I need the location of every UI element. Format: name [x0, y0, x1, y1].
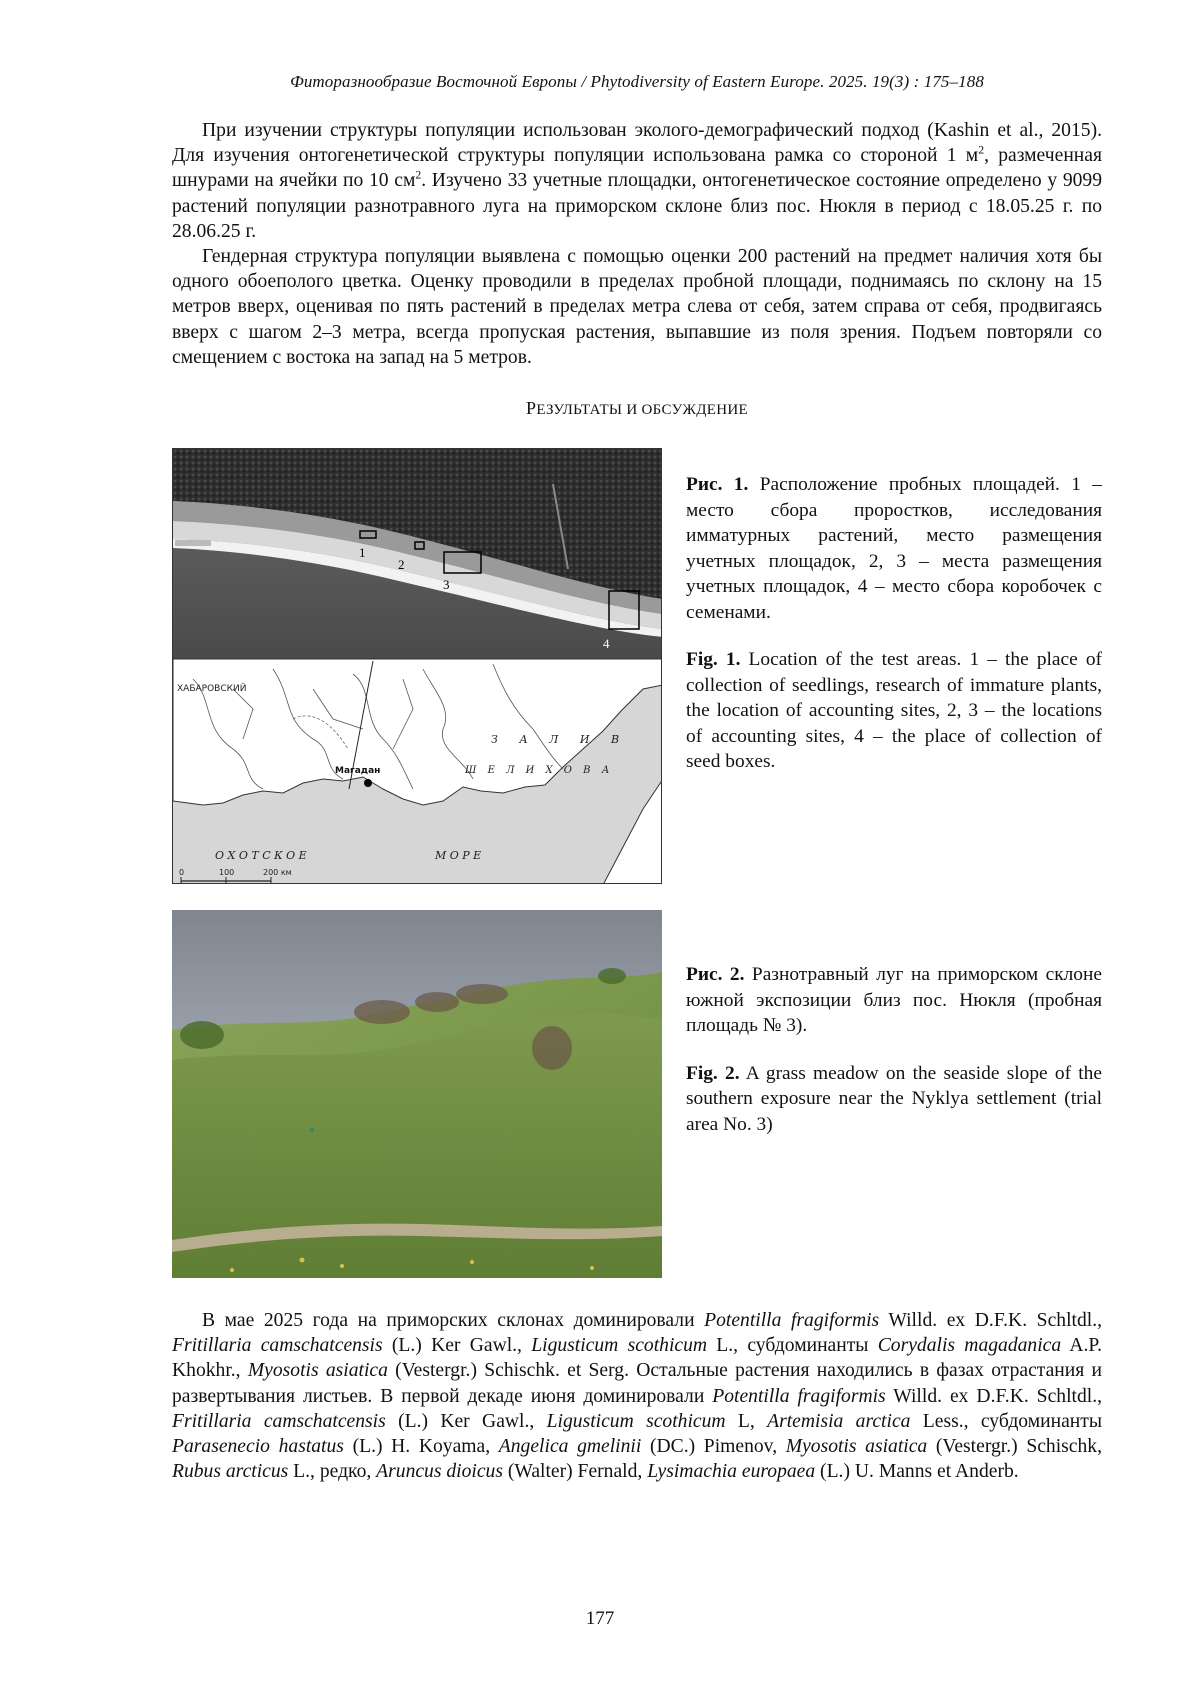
map-label-sea: О Х О Т С К О Е — [215, 849, 307, 862]
methods-paragraph-1: При изучении структуры популяции использован эколого-демографический подход (Kashin et al., 2015). Для изучения онтогенетической структуры популяции использована рамка со стороной 1 м2, размеченная шнурами на ячейки по 10 см2. Изучено 33 учетные площадки, онтогенетическое состояние определено у 9099 растений популяции разнотравного луга на приморском склоне близ пос. Нюкля в период с 18.05.25 г. по 28.06.25 г. — [172, 118, 1102, 244]
map-scale-200: 200 км — [263, 868, 292, 877]
regional-map — [173, 659, 662, 884]
figure-1 — [172, 448, 662, 884]
figure-1-graphic — [173, 449, 662, 884]
map-scale-0: 0 — [179, 868, 184, 877]
section-heading: РЕЗУЛЬТАТЫ И ОБСУЖДЕНИЕ — [172, 398, 1102, 419]
meadow-photo — [172, 910, 662, 1278]
satellite-label-3: 3 — [443, 577, 450, 592]
methods-paragraph-2: Гендерная структура популяции выявлена с помощью оценки 200 растений на предмет наличия хотя бы одного обоеполого цветка. Оценку проводили в пределах пробной площади, поднимаясь по склону на 15 метров вверх, оценивая по пять растений в пределах метра слева от себя, затем справа от себя, продвигаясь вверх с шагом 2–3 метра, всегда пропуская растения, выпавшие из поля зрения. Подъем повторяли со смещением с востока на запад на 5 метров. — [172, 244, 1102, 370]
map-label-shelikhova: Ш Е Л И Х О В А — [464, 765, 613, 776]
running-header: Фиторазнообразие Восточной Европы / Phytodiversity of Eastern Europe. 2025. 19(3) : 175–188 — [172, 72, 1102, 92]
figure-2-caption-en: Fig. 2. A grass meadow on the seaside slope of the southern exposure near the Nyklya settlement (trial area No. 3) — [686, 1061, 1102, 1138]
map-label-magadan: Магадан — [335, 766, 380, 776]
figure-1-caption-en: Fig. 1. Location of the test areas. 1 – the place of collection of seedlings, research of immature plants, the location of accounting sites, 2, 3 – the locations of accounting sites, 4 – the place of collection of seed boxes. — [686, 647, 1102, 775]
figure-2-caption-ru: Рис. 2. Разнотравный луг на приморском склоне южной экспозиции близ пос. Нюкля (пробная площадь № 3). — [686, 962, 1102, 1039]
figure-2-caption — [686, 962, 1102, 1159]
satellite-label-4: 4 — [603, 636, 610, 651]
satellite-label-1: 1 — [359, 545, 366, 560]
satellite-label-2: 2 — [398, 557, 405, 572]
figure-1-caption-ru: Рис. 1. Расположение пробных площадей. 1 – место сбора проростков, исследования иммaтурных растений, место размещения учетных площадок, 2, 3 – места размещения учетных площадок, 4 – место сбора коробочек с семенами. — [686, 472, 1102, 625]
map-scale-100: 100 — [219, 868, 234, 877]
page-number: 177 — [0, 1608, 1200, 1630]
satellite-image — [173, 449, 662, 659]
results-paragraph: В мае 2025 года на приморских склонах доминировали Potentilla fragiformis Willd. ex D.F.K. Schltdl., Fritillaria camschatcensis (L.) Ker Gawl., Ligusticum scothicum L., субдоминанты Corydalis magadanica A.P. Khokhr., Myosotis asiatica (Vestergr.) Schischk. et Serg. Остальные растения находились в фазах отрастания и развертывания листьев. В первой декаде июня доминировали Potentilla fragiformis Willd. ex D.F.K. Schltdl., Fritillaria camschatcensis (L.) Ker Gawl., Ligusticum scothicum L, Artemisia arctica Less., субдоминанты Parasenecio hastatus (L.) H. Koyama, Angelica gmelinii (DC.) Pimenov, Myosotis asiatica (Vestergr.) Schischk, Rubus arcticus L., редко, Aruncus dioicus (Walter) Fernald, Lysimachia europaea (L.) U. Manns et Anderb. — [172, 1308, 1102, 1484]
map-label-zaliv: З А Л И В — [491, 733, 628, 746]
map-label-more: М О Р Е — [434, 849, 481, 862]
methods-text — [172, 118, 1102, 370]
results-text — [172, 1308, 1102, 1484]
map-label-khabarovsky: ХАБАРОВСКИЙ — [177, 682, 246, 694]
figure-2-photo — [172, 910, 662, 1278]
figure-1-caption — [686, 472, 1102, 797]
